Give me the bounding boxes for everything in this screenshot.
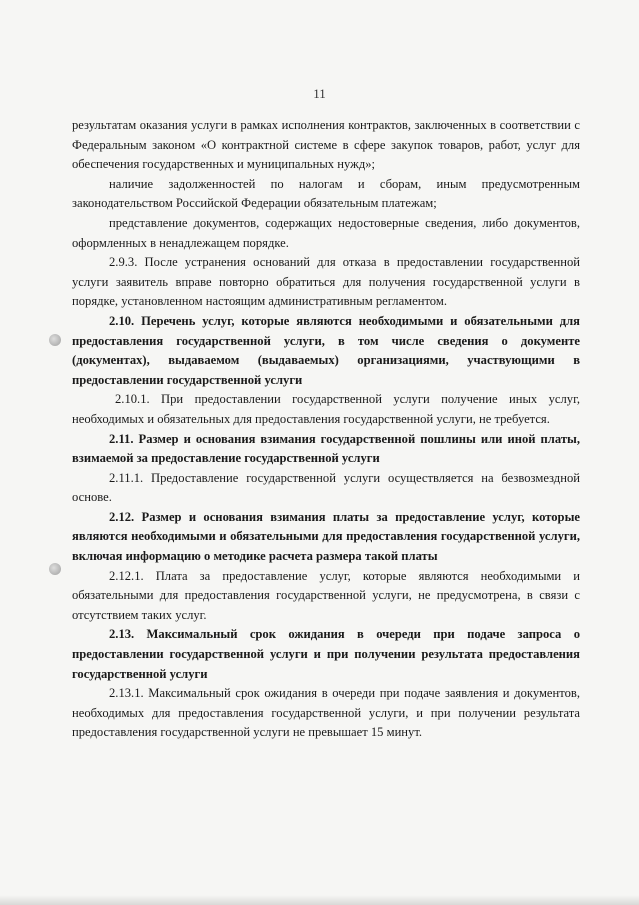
heading-2-10: 2.10. Перечень услуг, которые являются необходимыми и обязательными для предоставления государственной услуги, в том числе сведения о документе (документах), выдаваемом (выдаваемых) организациями, участвующими в предоставлении государственной услуги [72,313,580,387]
paragraph-tax-debts: наличие задолженностей по налогам и сборам, иным предусмотренным законодательством Российской Федерации обязательным платежам; [72,176,580,211]
paragraph-2-9-3: 2.9.3. После устранения оснований для отказа в предоставлении государственной услуги заявитель вправе повторно обратиться для получения государственной услуги в порядке, установленном настоящим административным регламентом. [72,255,580,309]
paragraph-2-12-1: 2.12.1. Плата за предоставление услуг, которые являются необходимыми и обязательными для предоставления государственной услуги, не предусмотрена, в связи с отсутствием таких услуг. [72,568,580,622]
heading-2-13: 2.13. Максимальный срок ожидания в очереди при подаче запроса о предоставлении государственной услуги и при получении результата предоставления государственной услуги [72,627,580,681]
paragraph-false-documents: представление документов, содержащих недостоверные сведения, либо документов, оформленных в ненадлежащем порядке. [72,215,580,250]
page-number: 11 [313,86,326,101]
punch-hole-mark [49,563,61,575]
page-bottom-edge [0,895,639,905]
paragraph-contract-results: результатам оказания услуги в рамках исполнения контрактов, заключенных в соответствии с Федеральным законом «О контрактной системе в сфере закупок товаров, работ, услуг для обеспечения государственных и муниципальных нужд»; [72,118,580,172]
paragraph-2-13-1: 2.13.1. Максимальный срок ожидания в очереди при подаче заявления и документов, необходимых для предоставления государственной услуги, и при получении результата предоставления государственной услуги не превышает 15 минут. [72,686,580,740]
paragraph-2-11-1: 2.11.1. Предоставление государственной услуги осуществляется на безвозмездной основе. [72,470,580,505]
heading-2-11: 2.11. Размер и основания взимания государственной пошлины или иной платы, взимаемой за предоставление государственной услуги [72,431,580,466]
punch-hole-mark [49,334,61,346]
paragraph-2-10-1: 2.10.1. При предоставлении государственной услуги получение иных услуг, необходимых и обязательных для предоставления государственной услуги, не требуется. [72,392,580,426]
heading-2-12: 2.12. Размер и основания взимания платы за предоставление услуг, которые являются необходимыми и обязательными для предоставления государственной услуги, включая информацию о методике расчета размера такой платы [72,509,580,564]
document-body [72,116,580,743]
